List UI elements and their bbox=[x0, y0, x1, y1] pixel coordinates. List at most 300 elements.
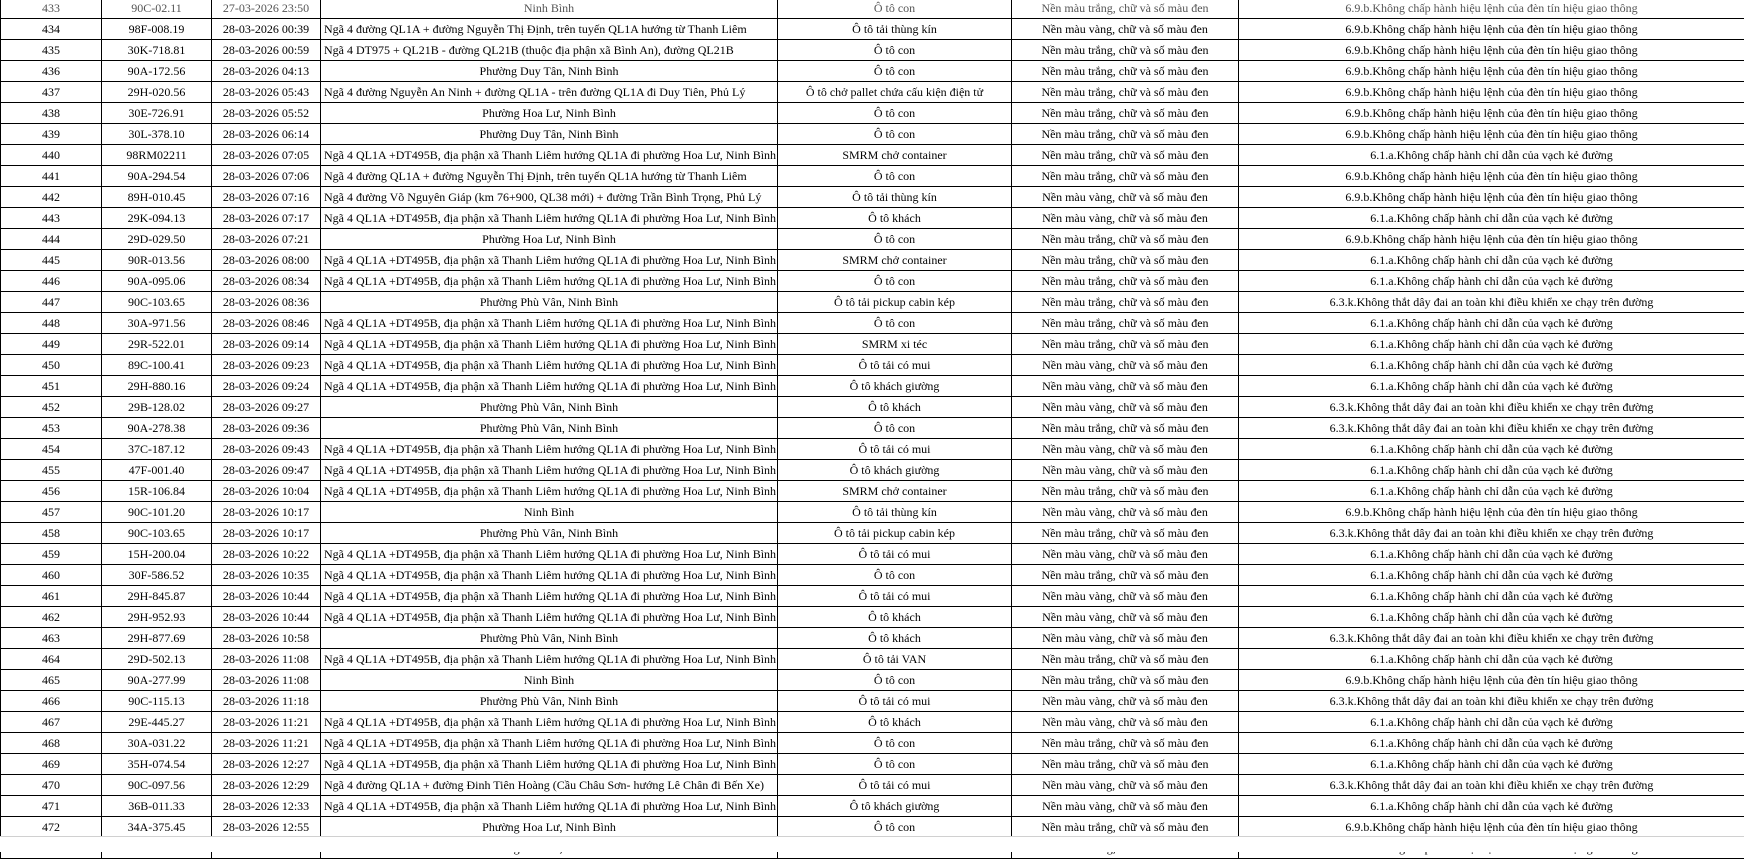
violation-cell: 6.1.a.Không chấp hành chỉ dẫn của vạch kẻ đường bbox=[1239, 754, 1744, 775]
vehicle-type-cell: Ô tô tải thùng kín bbox=[778, 502, 1012, 523]
location-cell: Ngã 4 QL1A +DT495B, địa phận xã Thanh Liêm hướng QL1A đi phường Hoa Lư, Ninh Bình bbox=[321, 712, 778, 733]
vehicle-type-cell: SMRM chở container bbox=[778, 250, 1012, 271]
vehicle-type-cell: Ô tô con bbox=[778, 754, 1012, 775]
plate-cell: 30K-718.81 bbox=[102, 40, 212, 61]
location-cell: Phường Phù Vân, Ninh Bình bbox=[321, 292, 778, 313]
table-row[interactable] bbox=[1, 145, 1744, 166]
plate-cell: 98F-008.19 bbox=[102, 19, 212, 40]
violation-cell: 6.1.a.Không chấp hành chỉ dẫn của vạch kẻ đường bbox=[1239, 586, 1744, 607]
table-row[interactable] bbox=[1, 775, 1744, 796]
location-cell: Ngã 4 QL1A +DT495B, địa phận xã Thanh Liêm hướng QL1A đi phường Hoa Lư, Ninh Bình bbox=[321, 607, 778, 628]
time-cell: 28-03-2026 04:13 bbox=[212, 61, 321, 82]
plate-cell: 29R-522.01 bbox=[102, 334, 212, 355]
vehicle-type-cell: Ô tô khách bbox=[778, 712, 1012, 733]
table-row[interactable] bbox=[1, 460, 1744, 481]
table-row[interactable] bbox=[1, 439, 1744, 460]
table-row[interactable] bbox=[1, 61, 1744, 82]
table-row[interactable] bbox=[1, 502, 1744, 523]
plate-cell: 30E-726.91 bbox=[102, 103, 212, 124]
row-number-cell: 457 bbox=[1, 502, 102, 523]
plate-color-cell: Nền màu vàng, chữ và số màu đen bbox=[1012, 544, 1239, 565]
violation-cell: 6.9.b.Không chấp hành hiệu lệnh của đèn tín hiệu giao thông bbox=[1239, 166, 1744, 187]
vehicle-type-cell: SMRM xi téc bbox=[778, 334, 1012, 355]
violation-cell: 6.3.k.Không thắt dây đai an toàn khi điều khiển xe chạy trên đường bbox=[1239, 691, 1744, 712]
violation-cell: 6.1.a.Không chấp hành chỉ dẫn của vạch kẻ đường bbox=[1239, 565, 1744, 586]
vehicle-type-cell: Ô tô tải có mui bbox=[778, 691, 1012, 712]
location-cell: Phường Hoa Lư, Ninh Bình bbox=[321, 103, 778, 124]
row-number-cell: 435 bbox=[1, 40, 102, 61]
vehicle-type-cell: Ô tô con bbox=[778, 733, 1012, 754]
row-number-cell: 433 bbox=[1, 0, 102, 19]
vehicle-type-cell: Ô tô con bbox=[778, 124, 1012, 145]
plate-color-cell: Nền màu vàng, chữ và số màu đen bbox=[1012, 460, 1239, 481]
location-cell: Phường Phù Vân, Ninh Bình bbox=[321, 628, 778, 649]
row-number-cell: 444 bbox=[1, 229, 102, 250]
plate-color-cell: Nền màu vàng, chữ và số màu đen bbox=[1012, 397, 1239, 418]
vehicle-type-cell: Ô tô con bbox=[778, 0, 1012, 19]
vehicle-type-cell: Ô tô tải pickup cabin kép bbox=[778, 523, 1012, 544]
plate-cell: 98RM02211 bbox=[102, 145, 212, 166]
table-row[interactable] bbox=[1, 271, 1744, 292]
violation-cell: 6.1.a.Không chấp hành chỉ dẫn của vạch kẻ đường bbox=[1239, 376, 1744, 397]
violation-cell: 6.1.a.Không chấp hành chỉ dẫn của vạch kẻ đường bbox=[1239, 313, 1744, 334]
row-number-cell: 455 bbox=[1, 460, 102, 481]
vehicle-type-cell: Ô tô con bbox=[778, 313, 1012, 334]
location-cell: Ngã 4 đường QL1A + đường Nguyễn Thị Định, trên tuyến QL1A hướng từ Thanh Liêm bbox=[321, 166, 778, 187]
table-row[interactable] bbox=[1, 586, 1744, 607]
plate-cell: 29E-445.27 bbox=[102, 712, 212, 733]
row-number-cell: 466 bbox=[1, 691, 102, 712]
location-cell: Phường Phù Vân, Ninh Bình bbox=[321, 397, 778, 418]
plate-color-cell: Nền màu trắng, chữ và số màu đen bbox=[1012, 670, 1239, 691]
time-cell: 28-03-2026 11:21 bbox=[212, 712, 321, 733]
row-number-cell: 451 bbox=[1, 376, 102, 397]
plate-color-cell: Nền màu vàng, chữ và số màu đen bbox=[1012, 586, 1239, 607]
vehicle-type-cell: Ô tô con bbox=[778, 670, 1012, 691]
table-row[interactable] bbox=[1, 292, 1744, 313]
location-cell: Ngã 4 QL1A +DT495B, địa phận xã Thanh Liêm hướng QL1A đi phường Hoa Lư, Ninh Bình bbox=[321, 481, 778, 502]
location-cell: Phường Duy Tân, Ninh Bình bbox=[321, 124, 778, 145]
plate-cell: 29K-094.13 bbox=[102, 208, 212, 229]
plate-color-cell: Nền màu trắng, chữ và số màu đen bbox=[1012, 817, 1239, 838]
violation-cell: 6.3.k.Không thắt dây đai an toàn khi điều khiển xe chạy trên đường bbox=[1239, 628, 1744, 649]
location-cell: Ninh Bình bbox=[321, 502, 778, 523]
plate-color-cell: Nền màu trắng, chữ và số màu đen bbox=[1012, 649, 1239, 670]
table-row[interactable] bbox=[1, 229, 1744, 250]
plate-color-cell: Nền màu trắng, chữ và số màu đen bbox=[1012, 229, 1239, 250]
plate-cell: 29H-020.56 bbox=[102, 82, 212, 103]
violation-cell: 6.9.b.Không chấp hành hiệu lệnh của đèn tín hiệu giao thông bbox=[1239, 61, 1744, 82]
plate-cell: 36B-011.33 bbox=[102, 796, 212, 817]
table-row[interactable] bbox=[1, 607, 1744, 628]
location-cell: Ngã 4 QL1A +DT495B, địa phận xã Thanh Liêm hướng QL1A đi phường Hoa Lư, Ninh Bình bbox=[321, 355, 778, 376]
location-cell: Ngã 4 QL1A +DT495B, địa phận xã Thanh Liêm hướng QL1A đi phường Hoa Lư, Ninh Bình bbox=[321, 145, 778, 166]
table-row[interactable] bbox=[1, 0, 1744, 19]
plate-cell: 30F-586.52 bbox=[102, 565, 212, 586]
time-cell: 28-03-2026 07:17 bbox=[212, 208, 321, 229]
vehicle-type-cell: Ô tô khách bbox=[778, 628, 1012, 649]
plate-color-cell: Nền màu trắng, chữ và số màu đen bbox=[1012, 40, 1239, 61]
location-cell: Ngã 4 QL1A +DT495B, địa phận xã Thanh Liêm hướng QL1A đi phường Hoa Lư, Ninh Bình bbox=[321, 250, 778, 271]
violation-cell: 6.9.b.Không chấp hành hiệu lệnh của đèn tín hiệu giao thông bbox=[1239, 40, 1744, 61]
plate-color-cell: Nền màu trắng, chữ và số màu đen bbox=[1012, 481, 1239, 502]
table-row[interactable] bbox=[1, 418, 1744, 439]
plate-cell: 29D-029.50 bbox=[102, 229, 212, 250]
vehicle-type-cell: Ô tô tải VAN bbox=[778, 649, 1012, 670]
row-number-cell: 461 bbox=[1, 586, 102, 607]
row-number-cell: 434 bbox=[1, 19, 102, 40]
plate-cell: 29H-880.16 bbox=[102, 376, 212, 397]
plate-color-cell: Nền màu vàng, chữ và số màu đen bbox=[1012, 187, 1239, 208]
vehicle-type-cell: Ô tô khách giường bbox=[778, 796, 1012, 817]
table-row[interactable] bbox=[1, 166, 1744, 187]
plate-cell: 90A-294.54 bbox=[102, 166, 212, 187]
table-row[interactable] bbox=[1, 208, 1744, 229]
location-cell: Ngã 4 QL1A +DT495B, địa phận xã Thanh Liêm hướng QL1A đi phường Hoa Lư, Ninh Bình bbox=[321, 796, 778, 817]
row-number-cell: 468 bbox=[1, 733, 102, 754]
plate-color-cell: Nền màu trắng, chữ và số màu đen bbox=[1012, 523, 1239, 544]
violation-cell: 6.3.k.Không thắt dây đai an toàn khi điều khiển xe chạy trên đường bbox=[1239, 523, 1744, 544]
table-row[interactable] bbox=[1, 481, 1744, 502]
violation-cell: 6.9.b.Không chấp hành hiệu lệnh của đèn tín hiệu giao thông bbox=[1239, 187, 1744, 208]
location-cell: Phường Duy Tân, Ninh Bình bbox=[321, 61, 778, 82]
location-cell: Ngã 4 QL1A +DT495B, địa phận xã Thanh Liêm hướng QL1A đi phường Hoa Lư, Ninh Bình bbox=[321, 313, 778, 334]
violation-cell: 6.1.a.Không chấp hành chỉ dẫn của vạch kẻ đường bbox=[1239, 439, 1744, 460]
violation-cell: 6.9.b.Không chấp hành hiệu lệnh của đèn tín hiệu giao thông bbox=[1239, 82, 1744, 103]
plate-color-cell: Nền màu vàng, chữ và số màu đen bbox=[1012, 796, 1239, 817]
time-cell: 28-03-2026 09:47 bbox=[212, 460, 321, 481]
row-number-cell: 447 bbox=[1, 292, 102, 313]
location-cell: Ngã 4 đường Nguyễn An Ninh + đường QL1A - trên đường QL1A đi Duy Tiên, Phủ Lý bbox=[321, 82, 778, 103]
plate-color-cell: Nền màu trắng, chữ và số màu đen bbox=[1012, 313, 1239, 334]
plate-cell: 35H-074.54 bbox=[102, 754, 212, 775]
row-number-cell: 471 bbox=[1, 796, 102, 817]
row-number-cell: 472 bbox=[1, 817, 102, 838]
violation-cell: 6.1.a.Không chấp hành chỉ dẫn của vạch kẻ đường bbox=[1239, 334, 1744, 355]
vehicle-type-cell: Ô tô con bbox=[778, 229, 1012, 250]
table-row[interactable] bbox=[1, 670, 1744, 691]
plate-color-cell: Nền màu vàng, chữ và số màu đen bbox=[1012, 712, 1239, 733]
violation-cell: 6.1.a.Không chấp hành chỉ dẫn của vạch kẻ đường bbox=[1239, 607, 1744, 628]
table-row[interactable] bbox=[1, 397, 1744, 418]
plate-cell: 30A-971.56 bbox=[102, 313, 212, 334]
location-cell: Ninh Bình bbox=[321, 670, 778, 691]
violation-cell: 6.3.k.Không thắt dây đai an toàn khi điều khiển xe chạy trên đường bbox=[1239, 292, 1744, 313]
row-number-cell: 454 bbox=[1, 439, 102, 460]
location-cell: Ngã 4 QL1A +DT495B, địa phận xã Thanh Liêm hướng QL1A đi phường Hoa Lư, Ninh Bình bbox=[321, 544, 778, 565]
table-row[interactable] bbox=[1, 187, 1744, 208]
row-number-cell: 467 bbox=[1, 712, 102, 733]
row-number-cell: 443 bbox=[1, 208, 102, 229]
row-number-cell: 462 bbox=[1, 607, 102, 628]
time-cell: 28-03-2026 10:17 bbox=[212, 502, 321, 523]
time-cell: 28-03-2026 11:08 bbox=[212, 670, 321, 691]
sheet-bottom-edge bbox=[0, 836, 1744, 852]
vehicle-type-cell: Ô tô con bbox=[778, 565, 1012, 586]
plate-color-cell: Nền màu trắng, chữ và số màu đen bbox=[1012, 733, 1239, 754]
table-row[interactable] bbox=[1, 19, 1744, 40]
table-row[interactable] bbox=[1, 334, 1744, 355]
time-cell: 28-03-2026 00:39 bbox=[212, 19, 321, 40]
plate-color-cell: Nền màu trắng, chữ và số màu đen bbox=[1012, 124, 1239, 145]
time-cell: 28-03-2026 09:14 bbox=[212, 334, 321, 355]
location-cell: Phường Phù Vân, Ninh Bình bbox=[321, 691, 778, 712]
table-row[interactable] bbox=[1, 733, 1744, 754]
location-cell: Ngã 4 đường QL1A + đường Đinh Tiên Hoàng (Cầu Châu Sơn- hướng Lê Chân đi Bến Xe) bbox=[321, 775, 778, 796]
row-number-cell: 436 bbox=[1, 61, 102, 82]
location-cell: Phường Hoa Lư, Ninh Bình bbox=[321, 817, 778, 838]
violation-cell: 6.3.k.Không thắt dây đai an toàn khi điều khiển xe chạy trên đường bbox=[1239, 418, 1744, 439]
time-cell: 28-03-2026 10:44 bbox=[212, 586, 321, 607]
time-cell: 27-03-2026 23:50 bbox=[212, 0, 321, 19]
location-cell: Ngã 4 QL1A +DT495B, địa phận xã Thanh Liêm hướng QL1A đi phường Hoa Lư, Ninh Bình bbox=[321, 586, 778, 607]
violation-cell: 6.9.b.Không chấp hành hiệu lệnh của đèn tín hiệu giao thông bbox=[1239, 19, 1744, 40]
table-row[interactable] bbox=[1, 103, 1744, 124]
plate-color-cell: Nền màu vàng, chữ và số màu đen bbox=[1012, 691, 1239, 712]
table-row[interactable] bbox=[1, 355, 1744, 376]
plate-cell: 90A-278.38 bbox=[102, 418, 212, 439]
vehicle-type-cell: Ô tô tải thùng kín bbox=[778, 19, 1012, 40]
time-cell: 28-03-2026 05:52 bbox=[212, 103, 321, 124]
violation-cell: 6.1.a.Không chấp hành chỉ dẫn của vạch kẻ đường bbox=[1239, 481, 1744, 502]
plate-cell: 15R-106.84 bbox=[102, 481, 212, 502]
violation-cell: 6.9.b.Không chấp hành hiệu lệnh của đèn tín hiệu giao thông bbox=[1239, 670, 1744, 691]
plate-color-cell: Nền màu vàng, chữ và số màu đen bbox=[1012, 376, 1239, 397]
time-cell: 28-03-2026 10:17 bbox=[212, 523, 321, 544]
plate-color-cell: Nền màu vàng, chữ và số màu đen bbox=[1012, 502, 1239, 523]
time-cell: 28-03-2026 08:34 bbox=[212, 271, 321, 292]
time-cell: 28-03-2026 07:06 bbox=[212, 166, 321, 187]
plate-cell: 30A-031.22 bbox=[102, 733, 212, 754]
plate-color-cell: Nền màu trắng, chữ và số màu đen bbox=[1012, 754, 1239, 775]
plate-cell: 90C-101.20 bbox=[102, 502, 212, 523]
plate-color-cell: Nền màu vàng, chữ và số màu đen bbox=[1012, 208, 1239, 229]
plate-cell: 90A-277.99 bbox=[102, 670, 212, 691]
vehicle-type-cell: Ô tô tải có mui bbox=[778, 586, 1012, 607]
violation-cell: 6.9.b.Không chấp hành hiệu lệnh của đèn tín hiệu giao thông bbox=[1239, 502, 1744, 523]
violation-cell: 6.9.b.Không chấp hành hiệu lệnh của đèn tín hiệu giao thông bbox=[1239, 229, 1744, 250]
vehicle-type-cell: Ô tô khách bbox=[778, 208, 1012, 229]
plate-color-cell: Nền màu trắng, chữ và số màu đen bbox=[1012, 0, 1239, 19]
time-cell: 28-03-2026 07:05 bbox=[212, 145, 321, 166]
vehicle-type-cell: SMRM chở container bbox=[778, 145, 1012, 166]
plate-cell: 29B-128.02 bbox=[102, 397, 212, 418]
time-cell: 28-03-2026 10:44 bbox=[212, 607, 321, 628]
table-row[interactable] bbox=[1, 313, 1744, 334]
time-cell: 28-03-2026 12:27 bbox=[212, 754, 321, 775]
plate-cell: 29H-845.87 bbox=[102, 586, 212, 607]
row-number-cell: 469 bbox=[1, 754, 102, 775]
row-number-cell: 448 bbox=[1, 313, 102, 334]
violation-cell: 6.9.b.Không chấp hành hiệu lệnh của đèn tín hiệu giao thông bbox=[1239, 124, 1744, 145]
location-cell: Ngã 4 QL1A +DT495B, địa phận xã Thanh Liêm hướng QL1A đi phường Hoa Lư, Ninh Bình bbox=[321, 439, 778, 460]
plate-cell: 29D-502.13 bbox=[102, 649, 212, 670]
location-cell: Ngã 4 DT975 + QL21B - đường QL21B (thuộc địa phận xã Bình An), đường QL21B bbox=[321, 40, 778, 61]
plate-color-cell: Nền màu vàng, chữ và số màu đen bbox=[1012, 775, 1239, 796]
vehicle-type-cell: Ô tô khách bbox=[778, 607, 1012, 628]
time-cell: 28-03-2026 10:58 bbox=[212, 628, 321, 649]
time-cell: 28-03-2026 09:23 bbox=[212, 355, 321, 376]
location-cell: Ngã 4 QL1A +DT495B, địa phận xã Thanh Liêm hướng QL1A đi phường Hoa Lư, Ninh Bình bbox=[321, 754, 778, 775]
plate-color-cell: Nền màu trắng, chữ và số màu đen bbox=[1012, 82, 1239, 103]
time-cell: 28-03-2026 06:14 bbox=[212, 124, 321, 145]
location-cell: Phường Phù Vân, Ninh Bình bbox=[321, 418, 778, 439]
plate-cell: 30L-378.10 bbox=[102, 124, 212, 145]
vehicle-type-cell: Ô tô con bbox=[778, 271, 1012, 292]
row-number-cell: 463 bbox=[1, 628, 102, 649]
location-cell: Ngã 4 QL1A +DT495B, địa phận xã Thanh Liêm hướng QL1A đi phường Hoa Lư, Ninh Bình bbox=[321, 376, 778, 397]
plate-cell: 90C-097.56 bbox=[102, 775, 212, 796]
time-cell: 28-03-2026 09:24 bbox=[212, 376, 321, 397]
violation-table-body bbox=[1, 0, 1744, 859]
time-cell: 28-03-2026 12:29 bbox=[212, 775, 321, 796]
table-row[interactable] bbox=[1, 250, 1744, 271]
violation-cell: 6.9.b.Không chấp hành hiệu lệnh của đèn tín hiệu giao thông bbox=[1239, 817, 1744, 838]
time-cell: 28-03-2026 09:36 bbox=[212, 418, 321, 439]
table-row[interactable] bbox=[1, 628, 1744, 649]
row-number-cell: 456 bbox=[1, 481, 102, 502]
time-cell: 28-03-2026 10:35 bbox=[212, 565, 321, 586]
violation-cell: 6.1.a.Không chấp hành chỉ dẫn của vạch kẻ đường bbox=[1239, 460, 1744, 481]
plate-color-cell: Nền màu vàng, chữ và số màu đen bbox=[1012, 19, 1239, 40]
row-number-cell: 464 bbox=[1, 649, 102, 670]
table-row[interactable] bbox=[1, 82, 1744, 103]
time-cell: 28-03-2026 11:18 bbox=[212, 691, 321, 712]
plate-color-cell: Nền màu trắng, chữ và số màu đen bbox=[1012, 292, 1239, 313]
vehicle-type-cell: Ô tô tải thùng kín bbox=[778, 187, 1012, 208]
vehicle-type-cell: SMRM chở container bbox=[778, 481, 1012, 502]
plate-color-cell: Nền màu trắng, chữ và số màu đen bbox=[1012, 271, 1239, 292]
row-number-cell: 438 bbox=[1, 103, 102, 124]
location-cell: Ngã 4 QL1A +DT495B, địa phận xã Thanh Liêm hướng QL1A đi phường Hoa Lư, Ninh Bình bbox=[321, 565, 778, 586]
plate-color-cell: Nền màu vàng, chữ và số màu đen bbox=[1012, 607, 1239, 628]
plate-cell: 90C-115.13 bbox=[102, 691, 212, 712]
table-row[interactable] bbox=[1, 691, 1744, 712]
vehicle-type-cell: Ô tô con bbox=[778, 166, 1012, 187]
vehicle-type-cell: Ô tô tải có mui bbox=[778, 544, 1012, 565]
vehicle-type-cell: Ô tô chở pallet chứa cấu kiện điện tử bbox=[778, 82, 1012, 103]
location-cell: Ngã 4 đường QL1A + đường Nguyễn Thị Định, trên tuyến QL1A hướng từ Thanh Liêm bbox=[321, 19, 778, 40]
vehicle-type-cell: Ô tô khách bbox=[778, 397, 1012, 418]
plate-cell: 47F-001.40 bbox=[102, 460, 212, 481]
location-cell: Phường Phù Vân, Ninh Bình bbox=[321, 523, 778, 544]
location-cell: Ngã 4 QL1A +DT495B, địa phận xã Thanh Liêm hướng QL1A đi phường Hoa Lư, Ninh Bình bbox=[321, 649, 778, 670]
violation-cell: 6.3.k.Không thắt dây đai an toàn khi điều khiển xe chạy trên đường bbox=[1239, 775, 1744, 796]
table-row[interactable] bbox=[1, 817, 1744, 838]
table-row[interactable] bbox=[1, 40, 1744, 61]
time-cell: 28-03-2026 10:04 bbox=[212, 481, 321, 502]
plate-color-cell: Nền màu trắng, chữ và số màu đen bbox=[1012, 166, 1239, 187]
table-row[interactable] bbox=[1, 544, 1744, 565]
plate-cell: 89C-100.41 bbox=[102, 355, 212, 376]
row-number-cell: 439 bbox=[1, 124, 102, 145]
plate-cell: 29H-877.69 bbox=[102, 628, 212, 649]
row-number-cell: 458 bbox=[1, 523, 102, 544]
time-cell: 28-03-2026 11:08 bbox=[212, 649, 321, 670]
vehicle-type-cell: Ô tô khách giường bbox=[778, 376, 1012, 397]
violation-cell: 6.1.a.Không chấp hành chỉ dẫn của vạch kẻ đường bbox=[1239, 208, 1744, 229]
violation-cell: 6.9.b.Không chấp hành hiệu lệnh của đèn tín hiệu giao thông bbox=[1239, 103, 1744, 124]
violation-cell: 6.1.a.Không chấp hành chỉ dẫn của vạch kẻ đường bbox=[1239, 355, 1744, 376]
plate-cell: 15H-200.04 bbox=[102, 544, 212, 565]
row-number-cell: 470 bbox=[1, 775, 102, 796]
plate-color-cell: Nền màu trắng, chữ và số màu đen bbox=[1012, 145, 1239, 166]
plate-cell: 90A-172.56 bbox=[102, 61, 212, 82]
violation-cell: 6.1.a.Không chấp hành chỉ dẫn của vạch kẻ đường bbox=[1239, 796, 1744, 817]
vehicle-type-cell: Ô tô khách giường bbox=[778, 460, 1012, 481]
violation-cell: 6.9.b.Không chấp hành hiệu lệnh của đèn tín hiệu giao thông bbox=[1239, 0, 1744, 19]
table-row[interactable] bbox=[1, 124, 1744, 145]
time-cell: 28-03-2026 10:22 bbox=[212, 544, 321, 565]
vehicle-type-cell: Ô tô tải có mui bbox=[778, 355, 1012, 376]
location-cell: Ngã 4 QL1A +DT495B, địa phận xã Thanh Liêm hướng QL1A đi phường Hoa Lư, Ninh Bình bbox=[321, 733, 778, 754]
violation-cell: 6.1.a.Không chấp hành chỉ dẫn của vạch kẻ đường bbox=[1239, 649, 1744, 670]
time-cell: 28-03-2026 12:55 bbox=[212, 817, 321, 838]
plate-cell: 90C-103.65 bbox=[102, 292, 212, 313]
row-number-cell: 449 bbox=[1, 334, 102, 355]
vehicle-type-cell: Ô tô tải có mui bbox=[778, 439, 1012, 460]
location-cell: Phường Hoa Lư, Ninh Bình bbox=[321, 229, 778, 250]
plate-cell: 29H-952.93 bbox=[102, 607, 212, 628]
plate-cell: 90C-02.11 bbox=[102, 0, 212, 19]
row-number-cell: 446 bbox=[1, 271, 102, 292]
plate-cell: 90A-095.06 bbox=[102, 271, 212, 292]
table-row[interactable] bbox=[1, 712, 1744, 733]
violation-cell: 6.1.a.Không chấp hành chỉ dẫn của vạch kẻ đường bbox=[1239, 544, 1744, 565]
table-row[interactable] bbox=[1, 376, 1744, 397]
time-cell: 28-03-2026 11:21 bbox=[212, 733, 321, 754]
time-cell: 28-03-2026 09:27 bbox=[212, 397, 321, 418]
plate-color-cell: Nền màu trắng, chữ và số màu đen bbox=[1012, 250, 1239, 271]
violation-cell: 6.1.a.Không chấp hành chỉ dẫn của vạch kẻ đường bbox=[1239, 250, 1744, 271]
plate-color-cell: Nền màu trắng, chữ và số màu đen bbox=[1012, 334, 1239, 355]
location-cell: Ninh Bình bbox=[321, 0, 778, 19]
row-number-cell: 442 bbox=[1, 187, 102, 208]
location-cell: Ngã 4 QL1A +DT495B, địa phận xã Thanh Liêm hướng QL1A đi phường Hoa Lư, Ninh Bình bbox=[321, 208, 778, 229]
location-cell: Ngã 4 QL1A +DT495B, địa phận xã Thanh Liêm hướng QL1A đi phường Hoa Lư, Ninh Bình bbox=[321, 460, 778, 481]
table-row[interactable] bbox=[1, 523, 1744, 544]
vehicle-type-cell: Ô tô con bbox=[778, 40, 1012, 61]
row-number-cell: 437 bbox=[1, 82, 102, 103]
time-cell: 28-03-2026 08:46 bbox=[212, 313, 321, 334]
row-number-cell: 441 bbox=[1, 166, 102, 187]
time-cell: 28-03-2026 09:43 bbox=[212, 439, 321, 460]
vehicle-type-cell: Ô tô con bbox=[778, 103, 1012, 124]
plate-cell: 90R-013.56 bbox=[102, 250, 212, 271]
time-cell: 28-03-2026 00:59 bbox=[212, 40, 321, 61]
time-cell: 28-03-2026 07:16 bbox=[212, 187, 321, 208]
row-number-cell: 459 bbox=[1, 544, 102, 565]
row-number-cell: 460 bbox=[1, 565, 102, 586]
table-row[interactable] bbox=[1, 754, 1744, 775]
time-cell: 28-03-2026 08:00 bbox=[212, 250, 321, 271]
table-row[interactable] bbox=[1, 649, 1744, 670]
violation-cell: 6.1.a.Không chấp hành chỉ dẫn của vạch kẻ đường bbox=[1239, 271, 1744, 292]
time-cell: 28-03-2026 08:36 bbox=[212, 292, 321, 313]
location-cell: Ngã 4 đường Võ Nguyên Giáp (km 76+900, QL38 mới) + đường Trần Bình Trọng, Phủ Lý bbox=[321, 187, 778, 208]
table-row[interactable] bbox=[1, 565, 1744, 586]
plate-color-cell: Nền màu trắng, chữ và số màu đen bbox=[1012, 61, 1239, 82]
table-row[interactable] bbox=[1, 796, 1744, 817]
vehicle-type-cell: Ô tô con bbox=[778, 418, 1012, 439]
plate-color-cell: Nền màu trắng, chữ và số màu đen bbox=[1012, 103, 1239, 124]
vehicle-type-cell: Ô tô tải pickup cabin kép bbox=[778, 292, 1012, 313]
time-cell: 28-03-2026 05:43 bbox=[212, 82, 321, 103]
location-cell: Ngã 4 QL1A +DT495B, địa phận xã Thanh Liêm hướng QL1A đi phường Hoa Lư, Ninh Bình bbox=[321, 271, 778, 292]
row-number-cell: 452 bbox=[1, 397, 102, 418]
plate-cell: 37C-187.12 bbox=[102, 439, 212, 460]
plate-color-cell: Nền màu vàng, chữ và số màu đen bbox=[1012, 628, 1239, 649]
